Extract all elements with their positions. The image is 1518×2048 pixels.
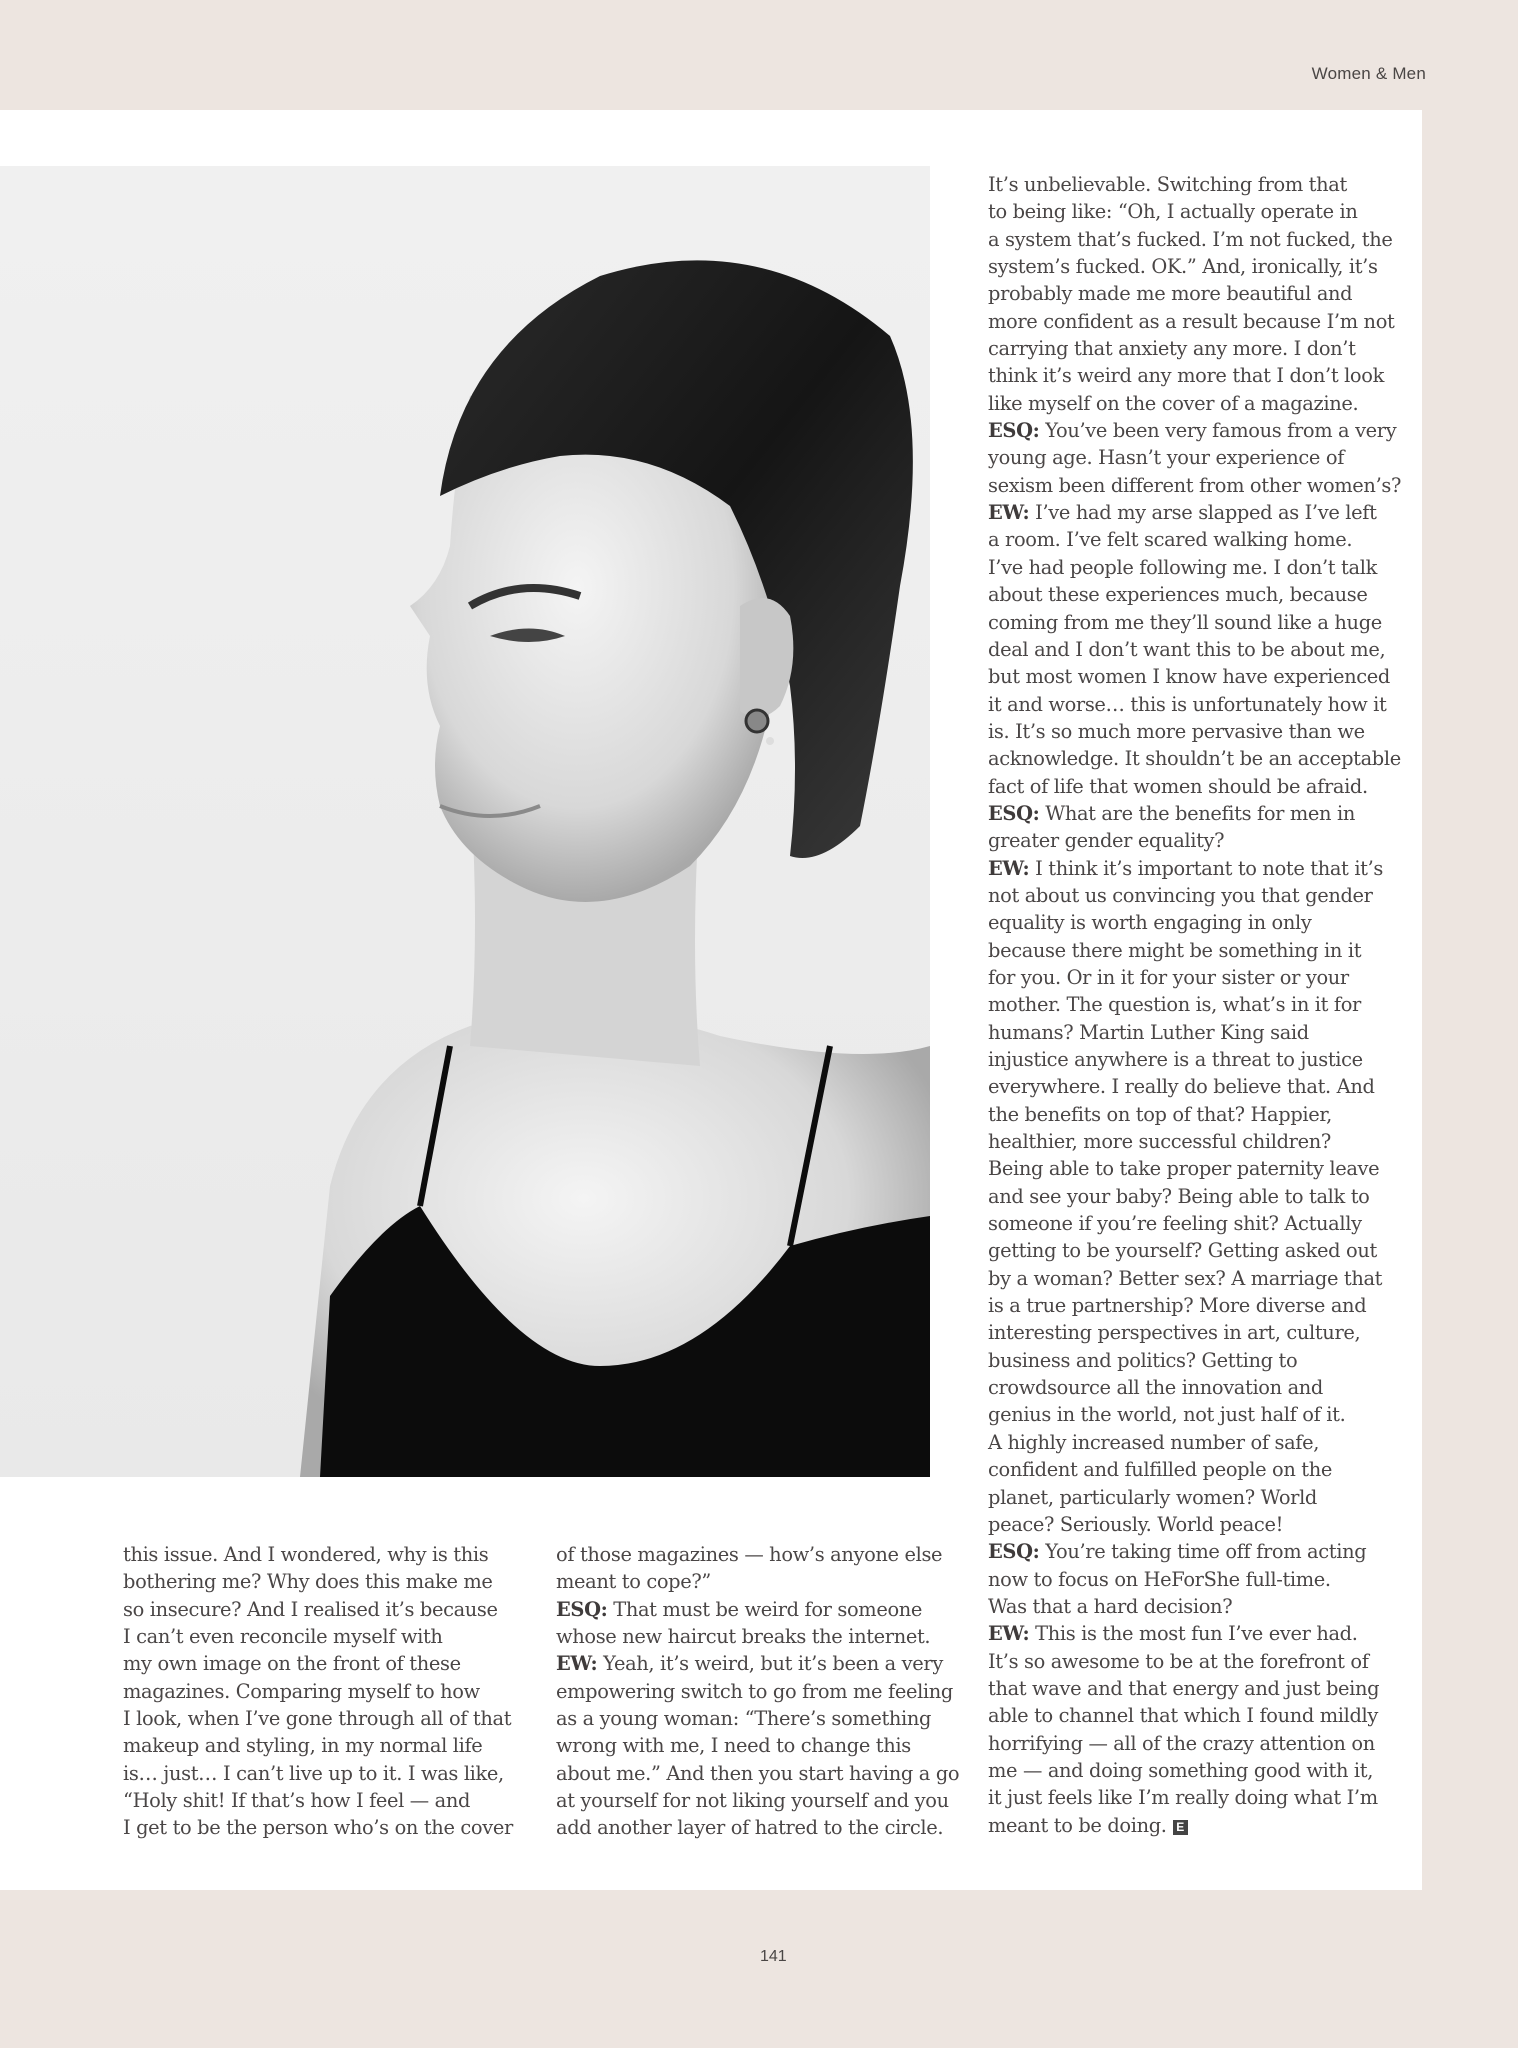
text-line [988, 390, 1401, 417]
line-text: horrifying — all of the crazy attention on [988, 1731, 1375, 1755]
text-line [123, 1705, 513, 1732]
line-text: someone if you’re feeling shit? Actually [988, 1212, 1362, 1236]
text-column-3 [988, 171, 1401, 1839]
speaker-label: EW: [556, 1652, 598, 1676]
line-text: is… just… I can’t live up to it. I was like, [123, 1761, 504, 1785]
text-line [988, 171, 1401, 198]
line-text: magazines. Comparing myself to how [123, 1679, 480, 1703]
line-text: wrong with me, I need to change this [556, 1734, 911, 1758]
line-text: is. It’s so much more pervasive than we [988, 719, 1365, 743]
text-line [988, 1073, 1401, 1100]
text-line [988, 198, 1401, 225]
line-text: a room. I’ve felt scared walking home. [988, 528, 1353, 552]
text-line [988, 253, 1401, 280]
line-text: this issue. And I wondered, why is this [123, 1543, 489, 1566]
line-text: You’ve been very famous from a very [1039, 419, 1397, 443]
text-line [988, 1812, 1401, 1839]
text-line [988, 1155, 1401, 1182]
line-text: the benefits on top of that? Happier, [988, 1102, 1332, 1126]
text-line [556, 1760, 959, 1787]
line-text: meant to be doing. [988, 1813, 1167, 1837]
text-line [988, 1702, 1401, 1729]
line-text: a system that’s fucked. I’m not fucked, the [988, 227, 1393, 251]
text-line [988, 827, 1401, 854]
text-line [988, 1648, 1401, 1675]
line-text: probably made me more beautiful and [988, 282, 1353, 306]
line-text: A highly increased number of safe, [988, 1430, 1320, 1454]
text-line [988, 581, 1401, 608]
text-line [988, 1538, 1401, 1565]
text-line [123, 1650, 513, 1677]
text-line [988, 1374, 1401, 1401]
line-text: carrying that anxiety any more. I don’t [988, 337, 1356, 361]
text-line [988, 417, 1401, 444]
text-line [988, 1593, 1401, 1620]
speaker-label: EW: [988, 1622, 1030, 1646]
line-text: peace? Seriously. World peace! [988, 1512, 1284, 1536]
line-text: sexism been different from other women’s? [988, 473, 1402, 497]
line-text: mother. The question is, what’s in it for [988, 993, 1361, 1017]
text-line [988, 308, 1401, 335]
text-line [556, 1787, 959, 1814]
line-text: meant to cope?” [556, 1570, 711, 1594]
line-text: interesting perspectives in art, culture, [988, 1321, 1361, 1345]
text-column-2 [556, 1541, 959, 1842]
line-text: I think it’s important to note that it’s [1029, 856, 1384, 880]
end-of-article-icon: E [1173, 1820, 1188, 1835]
line-text: makeup and styling, in my normal life [123, 1734, 483, 1758]
text-line [988, 526, 1401, 553]
line-text: acknowledge. It shouldn’t be an acceptable [988, 747, 1401, 771]
text-line [123, 1623, 513, 1650]
portrait-illustration [0, 166, 930, 1477]
text-line [988, 882, 1401, 909]
text-line [556, 1678, 959, 1705]
text-line [988, 1429, 1401, 1456]
text-line [988, 1730, 1401, 1757]
text-line [988, 1784, 1401, 1811]
text-line [123, 1596, 513, 1623]
text-line [988, 991, 1401, 1018]
text-line [988, 1183, 1401, 1210]
line-text: to being like: “Oh, I actually operate in [988, 200, 1358, 224]
line-text: able to channel that which I found mildly [988, 1704, 1379, 1728]
line-text: deal and I don’t want this to be about me, [988, 637, 1386, 661]
text-line [988, 362, 1401, 389]
line-text: coming from me they’ll sound like a huge [988, 610, 1382, 634]
line-text: empowering switch to go from me feeling [556, 1679, 953, 1703]
line-text: now to focus on HeForShe full-time. [988, 1567, 1331, 1591]
line-text: is a true partnership? More diverse and [988, 1294, 1367, 1318]
text-line [988, 1237, 1401, 1264]
line-text: You’re taking time off from acting [1039, 1540, 1367, 1564]
line-text: That must be weird for someone [607, 1597, 923, 1621]
line-text: I get to be the person who’s on the cover [123, 1816, 513, 1840]
line-text: humans? Martin Luther King said [988, 1020, 1309, 1044]
text-line [988, 280, 1401, 307]
line-text: whose new haircut breaks the internet. [556, 1625, 931, 1649]
text-line [988, 636, 1401, 663]
text-line [556, 1650, 959, 1677]
text-line [988, 1101, 1401, 1128]
text-column-1 [123, 1541, 513, 1842]
line-text: everywhere. I really do believe that. And [988, 1075, 1375, 1099]
line-text: I’ve had my arse slapped as I’ve left [1029, 501, 1377, 525]
text-line [988, 964, 1401, 991]
text-line [988, 1210, 1401, 1237]
text-line [988, 718, 1401, 745]
line-text: because there might be something in it [988, 938, 1362, 962]
line-text: confident and fulfilled people on the [988, 1458, 1333, 1482]
line-text: bothering me? Why does this make me [123, 1570, 493, 1594]
line-text: like myself on the cover of a magazine. [988, 391, 1359, 415]
text-line [556, 1814, 959, 1841]
text-line [988, 1019, 1401, 1046]
speaker-label: EW: [988, 501, 1030, 525]
line-text: I look, when I’ve gone through all of that [123, 1707, 512, 1731]
text-line [988, 1046, 1401, 1073]
line-text: add another layer of hatred to the circle. [556, 1816, 944, 1840]
line-text: my own image on the front of these [123, 1652, 461, 1676]
line-text: by a woman? Better sex? A marriage that [988, 1266, 1383, 1290]
text-line [988, 1347, 1401, 1374]
text-line [123, 1568, 513, 1595]
section-label: Women & Men [1311, 64, 1426, 83]
line-text: I can’t even reconcile myself with [123, 1625, 443, 1649]
text-line [988, 226, 1401, 253]
line-text: as a young woman: “There’s something [556, 1707, 932, 1731]
text-line [988, 1566, 1401, 1593]
line-text: It’s so awesome to be at the forefront of [988, 1649, 1369, 1673]
text-line [988, 1620, 1401, 1647]
text-line [123, 1760, 513, 1787]
text-line [988, 773, 1401, 800]
text-line [988, 1401, 1401, 1428]
text-line [556, 1596, 959, 1623]
text-line [123, 1732, 513, 1759]
text-line [988, 1675, 1401, 1702]
line-text: planet, particularly women? World [988, 1485, 1317, 1509]
line-text: getting to be yourself? Getting asked out [988, 1239, 1377, 1263]
text-line [123, 1814, 513, 1841]
text-line [988, 800, 1401, 827]
line-text: genius in the world, not just half of it. [988, 1403, 1346, 1427]
page-number: 141 [760, 1948, 787, 1965]
line-text: and see your baby? Being able to talk to [988, 1184, 1370, 1208]
text-line [988, 1319, 1401, 1346]
text-line [556, 1568, 959, 1595]
text-line [988, 609, 1401, 636]
text-line [123, 1787, 513, 1814]
text-line [988, 1128, 1401, 1155]
line-text: equality is worth engaging in only [988, 911, 1312, 935]
line-text: “Holy shit! If that’s how I feel — and [123, 1789, 471, 1813]
line-text: more confident as a result because I’m not [988, 309, 1395, 333]
speaker-label: ESQ: [556, 1597, 608, 1621]
text-line [123, 1541, 513, 1568]
line-text: I’ve had people following me. I don’t talk [988, 555, 1377, 579]
text-line [988, 745, 1401, 772]
text-line [988, 1484, 1401, 1511]
line-text: Yeah, it’s weird, but it’s been a very [597, 1652, 943, 1676]
line-text: Was that a hard decision? [988, 1594, 1233, 1618]
line-text: business and politics? Getting to [988, 1348, 1298, 1372]
line-text: system’s fucked. OK.” And, ironically, it’s [988, 255, 1378, 279]
line-text: healthier, more successful children? [988, 1130, 1331, 1154]
speaker-label: EW: [988, 856, 1030, 880]
text-line [556, 1623, 959, 1650]
line-text: it and worse… this is unfortunately how it [988, 692, 1387, 716]
text-line [556, 1705, 959, 1732]
line-text: fact of life that women should be afraid. [988, 774, 1368, 798]
line-text: for you. Or in it for your sister or your [988, 965, 1349, 989]
line-text: about these experiences much, because [988, 583, 1368, 607]
speaker-label: ESQ: [988, 419, 1040, 443]
text-line [988, 1757, 1401, 1784]
text-line [988, 1292, 1401, 1319]
text-line [988, 335, 1401, 362]
line-text: What are the benefits for men in [1039, 801, 1356, 825]
text-line [123, 1678, 513, 1705]
line-text: that wave and that energy and just being [988, 1676, 1380, 1700]
line-text: greater gender equality? [988, 829, 1225, 853]
text-line [988, 1265, 1401, 1292]
text-line [988, 937, 1401, 964]
line-text: so insecure? And I realised it’s because [123, 1597, 498, 1621]
text-line [988, 499, 1401, 526]
portrait-photo [0, 166, 930, 1477]
line-text: me — and doing something good with it, [988, 1758, 1374, 1782]
text-line [988, 855, 1401, 882]
line-text: It’s unbelievable. Switching from that [988, 173, 1347, 196]
line-text: at yourself for not liking yourself and you [556, 1789, 949, 1813]
line-text: not about us convincing you that gender [988, 883, 1373, 907]
text-line [988, 663, 1401, 690]
line-text: This is the most fun I’ve ever had. [1029, 1622, 1358, 1646]
text-line [988, 472, 1401, 499]
text-line [988, 909, 1401, 936]
text-line [988, 1511, 1401, 1538]
text-line [988, 554, 1401, 581]
text-line [556, 1732, 959, 1759]
line-text: of those magazines — how’s anyone else [556, 1543, 943, 1566]
speaker-label: ESQ: [988, 801, 1040, 825]
line-text: crowdsource all the innovation and [988, 1376, 1323, 1400]
text-line [556, 1541, 959, 1568]
line-text: young age. Hasn’t your experience of [988, 446, 1345, 470]
line-text: Being able to take proper paternity leave [988, 1157, 1380, 1181]
line-text: injustice anywhere is a threat to justice [988, 1048, 1363, 1071]
line-text: about me.” And then you start having a go [556, 1761, 960, 1785]
text-line [988, 691, 1401, 718]
text-line [988, 1456, 1401, 1483]
speaker-label: ESQ: [988, 1540, 1040, 1564]
line-text: but most women I know have experienced [988, 665, 1390, 689]
line-text: think it’s weird any more that I don’t look [988, 364, 1384, 388]
line-text: it just feels like I’m really doing what I’m [988, 1786, 1378, 1810]
text-line [988, 444, 1401, 471]
